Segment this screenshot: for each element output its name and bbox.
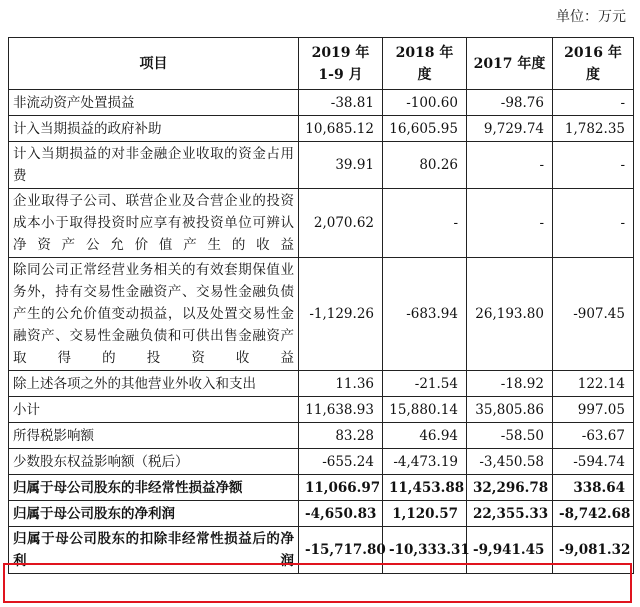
cell-2019: 2,070.62: [299, 189, 383, 258]
cell-2018: 15,880.14: [383, 397, 467, 423]
cell-2017: 9,729.74: [467, 116, 553, 142]
cell-2016: -: [553, 189, 634, 258]
cell-2019: -655.24: [299, 449, 383, 475]
cell-2019: 11,638.93: [299, 397, 383, 423]
cell-2019: -4,650.83: [299, 501, 383, 527]
cell-2019: -1,129.26: [299, 258, 383, 371]
cell-2018: -21.54: [383, 371, 467, 397]
table-row: [9, 116, 634, 142]
cell-2019: 11,066.97: [299, 475, 383, 501]
cell-2016: -594.74: [553, 449, 634, 475]
cell-2018: 46.94: [383, 423, 467, 449]
cell-2018: -100.60: [383, 90, 467, 116]
row-item-label: 小计: [9, 397, 299, 423]
table-row: [9, 258, 634, 371]
header-2019-line1: 2019 年: [311, 44, 370, 61]
table-row: [9, 142, 634, 189]
table-row: [9, 527, 634, 574]
header-2017: 2017 年度: [467, 38, 553, 90]
row-item-label: 企业取得子公司、联营企业及合营企业的投资成本小于取得投资时应享有被投资单位可辨认净资产公允价值产生的收益: [9, 189, 299, 258]
table-row: [9, 423, 634, 449]
row-item-label: 所得税影响额: [9, 423, 299, 449]
row-item-label: 计入当期损益的对非金融企业收取的资金占用费: [9, 142, 299, 189]
cell-2016: -8,742.68: [553, 501, 634, 527]
cell-2017: -58.50: [467, 423, 553, 449]
cell-2018: -10,333.31: [383, 527, 467, 574]
cell-2017: 26,193.80: [467, 258, 553, 371]
unit-label: 单位：万元: [556, 9, 626, 25]
row-item-label: 除同公司正常经营业务相关的有效套期保值业务外，持有交易性金融资产、交易性金融负债产生的公允价值变动损益，以及处置交易性金融资产、交易性金融负债和可供出售金融资产取得的投资收益: [9, 258, 299, 371]
table-row: [9, 397, 634, 423]
cell-2017: 35,805.86: [467, 397, 553, 423]
header-2019: [299, 38, 383, 90]
cell-2016: 122.14: [553, 371, 634, 397]
header-2019-line2: 1-9 月: [318, 66, 363, 83]
table-row: [9, 371, 634, 397]
cell-2019: -15,717.80: [299, 527, 383, 574]
cell-2016: 338.64: [553, 475, 634, 501]
cell-2016: -: [553, 142, 634, 189]
row-item-label: 归属于母公司股东的非经常性损益净额: [9, 475, 299, 501]
cell-2018: 80.26: [383, 142, 467, 189]
cell-2016: -63.67: [553, 423, 634, 449]
table-row: [9, 501, 634, 527]
cell-2016: 1,782.35: [553, 116, 634, 142]
cell-2018: 1,120.57: [383, 501, 467, 527]
cell-2017: -98.76: [467, 90, 553, 116]
cell-2017: -: [467, 142, 553, 189]
header-row: [9, 38, 634, 90]
row-item-label: 归属于母公司股东的扣除非经常性损益后的净利润: [9, 527, 299, 574]
cell-2019: 10,685.12: [299, 116, 383, 142]
row-item-label: 计入当期损益的政府补助: [9, 116, 299, 142]
cell-2019: 83.28: [299, 423, 383, 449]
cell-2019: -38.81: [299, 90, 383, 116]
non-recurring-gains-table: [8, 37, 634, 574]
cell-2018: 16,605.95: [383, 116, 467, 142]
cell-2017: 32,296.78: [467, 475, 553, 501]
table-row: [9, 475, 634, 501]
cell-2019: 11.36: [299, 371, 383, 397]
cell-2017: -: [467, 189, 553, 258]
table-row: [9, 189, 634, 258]
cell-2018: -683.94: [383, 258, 467, 371]
cell-2017: 22,355.33: [467, 501, 553, 527]
cell-2017: -3,450.58: [467, 449, 553, 475]
table-row: [9, 449, 634, 475]
cell-2018: -: [383, 189, 467, 258]
cell-2017: -18.92: [467, 371, 553, 397]
cell-2018: 11,453.88: [383, 475, 467, 501]
cell-2016: -: [553, 90, 634, 116]
cell-2019: 39.91: [299, 142, 383, 189]
row-item-label: 非流动资产处置损益: [9, 90, 299, 116]
header-2016: 2016 年度: [553, 38, 634, 90]
cell-2016: 997.05: [553, 397, 634, 423]
cell-2016: -907.45: [553, 258, 634, 371]
cell-2018: -4,473.19: [383, 449, 467, 475]
cell-2017: -9,941.45: [467, 527, 553, 574]
table-row: [9, 90, 634, 116]
header-item: 项目: [9, 38, 299, 90]
row-item-label: 归属于母公司股东的净利润: [9, 501, 299, 527]
cell-2016: -9,081.32: [553, 527, 634, 574]
header-2018: 2018 年度: [383, 38, 467, 90]
row-item-label: 少数股东权益影响额（税后）: [9, 449, 299, 475]
row-item-label: 除上述各项之外的其他营业外收入和支出: [9, 371, 299, 397]
